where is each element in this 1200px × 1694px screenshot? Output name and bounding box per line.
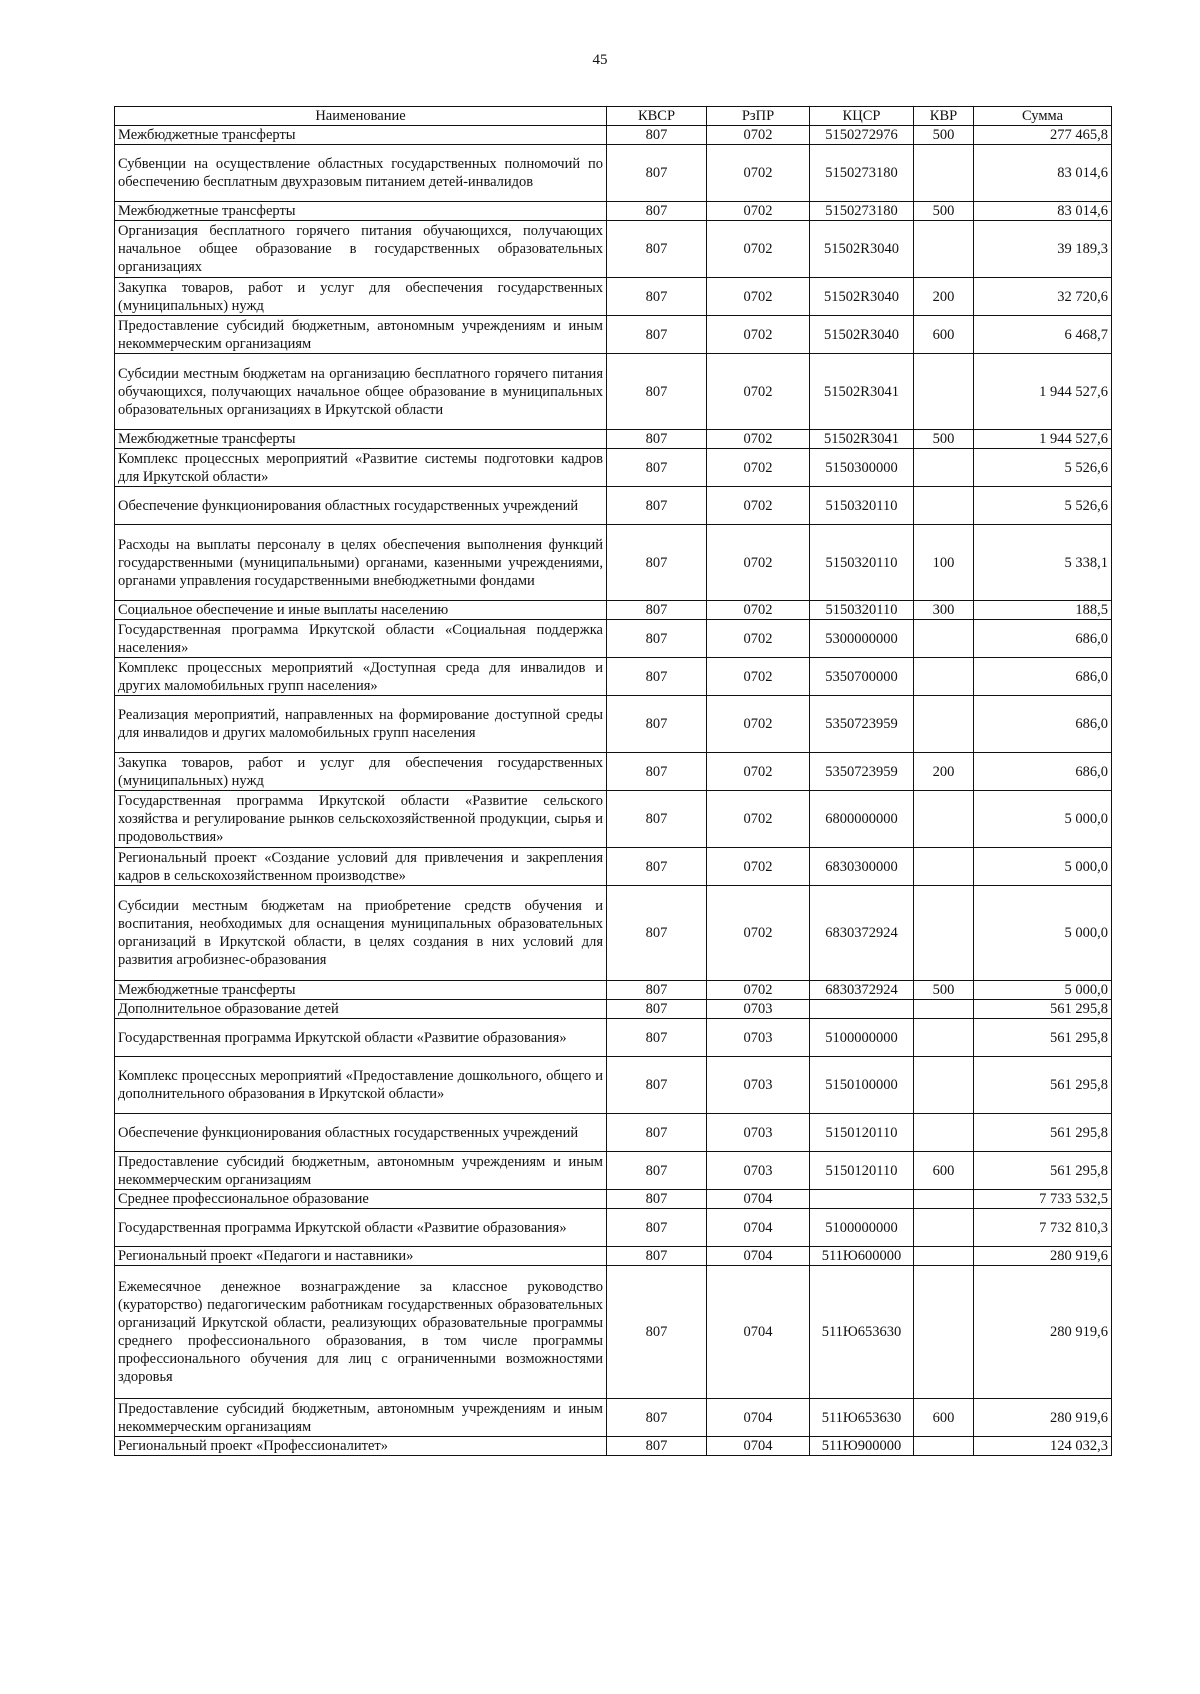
table-row [115,1114,1112,1152]
row-rzpr: 0702 [707,696,810,753]
row-rzpr: 0702 [707,791,810,848]
row-kvr [914,1266,974,1399]
table-row [115,1057,1112,1114]
row-kcsr: 6800000000 [810,791,914,848]
row-rzpr: 0703 [707,1019,810,1057]
table-row [115,1190,1112,1209]
row-kvr [914,145,974,202]
row-kcsr: 5150320110 [810,487,914,525]
table-row [115,1266,1112,1399]
row-name: Предоставление субсидий бюджетным, автономным учреждениям и иным некоммерческим организациям [115,1152,607,1190]
row-rzpr: 0702 [707,354,810,430]
header-name: Наименование [115,107,607,126]
table-row [115,202,1112,221]
row-kcsr: 51502R3040 [810,221,914,278]
table-row [115,791,1112,848]
table-row [115,1247,1112,1266]
row-name: Государственная программа Иркутской области «Развитие образования» [115,1209,607,1247]
row-sum: 1 944 527,6 [974,354,1112,430]
row-rzpr: 0702 [707,848,810,886]
row-kvr [914,791,974,848]
row-kvr [914,1019,974,1057]
row-sum: 83 014,6 [974,202,1112,221]
row-rzpr: 0702 [707,449,810,487]
row-sum: 280 919,6 [974,1266,1112,1399]
row-kcsr: 511Ю653630 [810,1266,914,1399]
header-kvsr: КВСР [607,107,707,126]
table-row [115,658,1112,696]
row-kvr: 300 [914,601,974,620]
table-row [115,525,1112,601]
table-row [115,487,1112,525]
row-sum: 1 944 527,6 [974,430,1112,449]
row-kcsr: 5150273180 [810,202,914,221]
row-sum: 686,0 [974,696,1112,753]
row-rzpr: 0704 [707,1209,810,1247]
row-kcsr: 51502R3040 [810,278,914,316]
row-kvsr: 807 [607,202,707,221]
row-name: Субсидии местным бюджетам на организацию бесплатного горячего питания обучающихся, получающих начальное общее образование в муниципальных образовательных организациях в Иркутской области [115,354,607,430]
row-kcsr: 51502R3041 [810,354,914,430]
row-rzpr: 0702 [707,145,810,202]
row-sum: 686,0 [974,620,1112,658]
row-kcsr [810,1000,914,1019]
row-kvr [914,848,974,886]
row-sum: 561 295,8 [974,1000,1112,1019]
row-kcsr: 5350723959 [810,696,914,753]
row-sum: 5 526,6 [974,449,1112,487]
row-name: Среднее профессиональное образование [115,1190,607,1209]
row-sum: 39 189,3 [974,221,1112,278]
row-sum: 6 468,7 [974,316,1112,354]
row-kvsr: 807 [607,449,707,487]
row-kvsr: 807 [607,487,707,525]
table-row [115,1152,1112,1190]
row-sum: 5 526,6 [974,487,1112,525]
row-sum: 561 295,8 [974,1019,1112,1057]
row-rzpr: 0702 [707,525,810,601]
row-name: Государственная программа Иркутской области «Социальная поддержка населения» [115,620,607,658]
row-name: Межбюджетные трансферты [115,430,607,449]
row-kvr: 500 [914,981,974,1000]
row-name: Реализация мероприятий, направленных на формирование доступной среды для инвалидов и других маломобильных групп населения [115,696,607,753]
row-kvr: 600 [914,1399,974,1437]
row-kcsr: 5150272976 [810,126,914,145]
row-rzpr: 0702 [707,202,810,221]
row-kcsr: 5150300000 [810,449,914,487]
row-kvsr: 807 [607,430,707,449]
row-name: Закупка товаров, работ и услуг для обеспечения государственных (муниципальных) нужд [115,753,607,791]
table-row [115,886,1112,981]
row-name: Предоставление субсидий бюджетным, автономным учреждениям и иным некоммерческим организациям [115,1399,607,1437]
row-kvsr: 807 [607,658,707,696]
row-kvr: 600 [914,1152,974,1190]
row-kcsr: 5150273180 [810,145,914,202]
row-rzpr: 0702 [707,753,810,791]
row-kvr: 200 [914,278,974,316]
row-kvr: 500 [914,430,974,449]
row-sum: 5 338,1 [974,525,1112,601]
row-rzpr: 0702 [707,981,810,1000]
row-sum: 124 032,3 [974,1437,1112,1456]
row-sum: 561 295,8 [974,1057,1112,1114]
table-row [115,354,1112,430]
row-kvr [914,487,974,525]
header-rzpr: РзПР [707,107,810,126]
row-kvsr: 807 [607,1057,707,1114]
row-name: Комплекс процессных мероприятий «Предоставление дошкольного, общего и дополнительного образования в Иркутской области» [115,1057,607,1114]
row-name: Субвенции на осуществление областных государственных полномочий по обеспечению бесплатным двухразовым питанием детей-инвалидов [115,145,607,202]
header-kvr: КВР [914,107,974,126]
row-kcsr: 511Ю600000 [810,1247,914,1266]
row-name: Государственная программа Иркутской области «Развитие сельского хозяйства и регулирование рынков сельскохозяйственной продукции, сырья и продовольствия» [115,791,607,848]
row-name: Субсидии местным бюджетам на приобретение средств обучения и воспитания, необходимых для оснащения муниципальных образовательных организаций в Иркутской области, в целях создания в них условий для развития агробизнес-образования [115,886,607,981]
row-rzpr: 0702 [707,886,810,981]
table-row [115,221,1112,278]
row-rzpr: 0702 [707,221,810,278]
row-kcsr: 6830372924 [810,886,914,981]
row-name: Расходы на выплаты персоналу в целях обеспечения выполнения функций государственными (муниципальными) органами, казенными учреждениями, органами управления государственными внебюджетными фондами [115,525,607,601]
row-rzpr: 0702 [707,316,810,354]
row-kcsr: 5350700000 [810,658,914,696]
row-kvsr: 807 [607,354,707,430]
page-number: 45 [592,52,608,68]
row-kcsr: 6830372924 [810,981,914,1000]
row-rzpr: 0704 [707,1247,810,1266]
row-kvsr: 807 [607,601,707,620]
row-kcsr: 511Ю653630 [810,1399,914,1437]
row-kcsr: 511Ю900000 [810,1437,914,1456]
table-row [115,449,1112,487]
row-kvsr: 807 [607,1399,707,1437]
row-kcsr: 6830300000 [810,848,914,886]
row-sum: 277 465,8 [974,126,1112,145]
row-kvsr: 807 [607,1209,707,1247]
row-sum: 5 000,0 [974,886,1112,981]
row-kvsr: 807 [607,981,707,1000]
row-name: Региональный проект «Педагоги и наставники» [115,1247,607,1266]
row-rzpr: 0703 [707,1000,810,1019]
row-name: Комплекс процессных мероприятий «Доступная среда для инвалидов и других маломобильных групп населения» [115,658,607,696]
row-kvr: 600 [914,316,974,354]
row-rzpr: 0704 [707,1190,810,1209]
table-row [115,126,1112,145]
row-rzpr: 0704 [707,1437,810,1456]
row-kvr [914,221,974,278]
row-kvsr: 807 [607,221,707,278]
row-rzpr: 0702 [707,430,810,449]
table-row [115,1437,1112,1456]
table-row [115,278,1112,316]
row-kvr [914,354,974,430]
header-sum: Сумма [974,107,1112,126]
row-sum: 561 295,8 [974,1114,1112,1152]
row-sum: 280 919,6 [974,1399,1112,1437]
row-kvsr: 807 [607,791,707,848]
row-kvr [914,449,974,487]
row-name: Социальное обеспечение и иные выплаты населению [115,601,607,620]
row-kvsr: 807 [607,525,707,601]
row-sum: 686,0 [974,753,1112,791]
row-name: Закупка товаров, работ и услуг для обеспечения государственных (муниципальных) нужд [115,278,607,316]
table-header-row [115,107,1112,126]
row-name: Обеспечение функционирования областных государственных учреждений [115,487,607,525]
row-kvr [914,658,974,696]
row-rzpr: 0703 [707,1057,810,1114]
row-rzpr: 0702 [707,620,810,658]
table-row [115,1019,1112,1057]
table-row [115,430,1112,449]
row-name: Обеспечение функционирования областных государственных учреждений [115,1114,607,1152]
row-name: Государственная программа Иркутской области «Развитие образования» [115,1019,607,1057]
row-rzpr: 0702 [707,126,810,145]
row-sum: 188,5 [974,601,1112,620]
row-kvsr: 807 [607,1437,707,1456]
row-kcsr [810,1190,914,1209]
row-sum: 5 000,0 [974,791,1112,848]
row-kvr [914,620,974,658]
row-kvsr: 807 [607,1247,707,1266]
table-row [115,981,1112,1000]
table-row [115,1000,1112,1019]
row-kcsr: 5100000000 [810,1019,914,1057]
row-kvr [914,1437,974,1456]
row-kvr [914,886,974,981]
row-sum: 83 014,6 [974,145,1112,202]
row-rzpr: 0702 [707,601,810,620]
row-kvsr: 807 [607,316,707,354]
row-name: Комплекс процессных мероприятий «Развитие системы подготовки кадров для Иркутской области» [115,449,607,487]
row-name: Межбюджетные трансферты [115,126,607,145]
row-kcsr: 5150320110 [810,525,914,601]
row-kvr [914,1190,974,1209]
header-kcsr: КЦСР [810,107,914,126]
row-sum: 280 919,6 [974,1247,1112,1266]
row-kcsr: 5350723959 [810,753,914,791]
budget-table [114,106,1112,1456]
row-kvr: 500 [914,202,974,221]
row-kvr [914,696,974,753]
row-kvsr: 807 [607,1152,707,1190]
table-row [115,601,1112,620]
row-kvsr: 807 [607,1114,707,1152]
row-kvr: 100 [914,525,974,601]
row-kcsr: 5150120110 [810,1152,914,1190]
row-kvr [914,1057,974,1114]
table-row [115,620,1112,658]
row-kvr [914,1247,974,1266]
row-kvsr: 807 [607,126,707,145]
row-sum: 686,0 [974,658,1112,696]
row-kcsr: 5300000000 [810,620,914,658]
row-rzpr: 0703 [707,1114,810,1152]
table-row [115,145,1112,202]
row-kcsr: 51502R3041 [810,430,914,449]
table-row [115,696,1112,753]
row-sum: 5 000,0 [974,981,1112,1000]
row-kvr: 200 [914,753,974,791]
row-name: Межбюджетные трансферты [115,202,607,221]
row-kvsr: 807 [607,753,707,791]
row-name: Предоставление субсидий бюджетным, автономным учреждениям и иным некоммерческим организациям [115,316,607,354]
row-rzpr: 0704 [707,1399,810,1437]
row-kvr [914,1114,974,1152]
row-kvsr: 807 [607,886,707,981]
row-kcsr: 5100000000 [810,1209,914,1247]
table-row [115,1209,1112,1247]
table-row [115,848,1112,886]
row-sum: 7 732 810,3 [974,1209,1112,1247]
row-name: Ежемесячное денежное вознаграждение за классное руководство (кураторство) педагогическим работникам государственных образовательных организаций Иркутской области, реализующих образовательные программы среднего профессионального образования, в том числе программы профессионального обучения для лиц с ограниченными возможностями здоровья [115,1266,607,1399]
row-name: Региональный проект «Профессионалитет» [115,1437,607,1456]
row-kvr [914,1209,974,1247]
row-name: Межбюджетные трансферты [115,981,607,1000]
row-kvr: 500 [914,126,974,145]
row-sum: 5 000,0 [974,848,1112,886]
row-name: Дополнительное образование детей [115,1000,607,1019]
row-name: Региональный проект «Создание условий для привлечения и закрепления кадров в сельскохозяйственном производстве» [115,848,607,886]
row-kvsr: 807 [607,1000,707,1019]
row-kvsr: 807 [607,696,707,753]
row-kvsr: 807 [607,278,707,316]
table-row [115,316,1112,354]
row-rzpr: 0702 [707,278,810,316]
table-row [115,753,1112,791]
row-kvsr: 807 [607,848,707,886]
row-kvsr: 807 [607,620,707,658]
row-kcsr: 5150120110 [810,1114,914,1152]
row-rzpr: 0702 [707,658,810,696]
row-sum: 561 295,8 [974,1152,1112,1190]
row-sum: 32 720,6 [974,278,1112,316]
row-kvsr: 807 [607,1019,707,1057]
row-sum: 7 733 532,5 [974,1190,1112,1209]
row-kvsr: 807 [607,1190,707,1209]
row-kcsr: 51502R3040 [810,316,914,354]
row-kvsr: 807 [607,1266,707,1399]
row-name: Организация бесплатного горячего питания обучающихся, получающих начальное общее образование в государственных образовательных организациях [115,221,607,278]
row-kvr [914,1000,974,1019]
row-rzpr: 0703 [707,1152,810,1190]
row-rzpr: 0702 [707,487,810,525]
row-kcsr: 5150100000 [810,1057,914,1114]
row-kvsr: 807 [607,145,707,202]
table-row [115,1399,1112,1437]
row-rzpr: 0704 [707,1266,810,1399]
row-kcsr: 5150320110 [810,601,914,620]
